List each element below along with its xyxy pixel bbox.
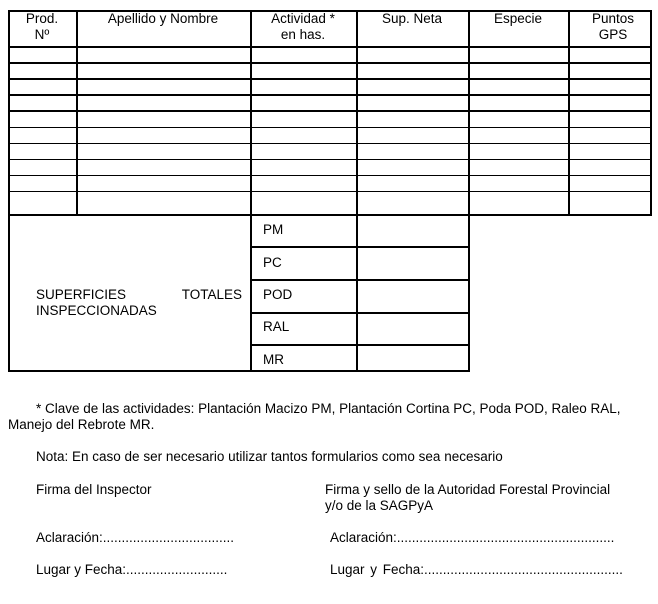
activity-code-pm: PM xyxy=(263,222,284,237)
header-bottom-border xyxy=(8,46,650,48)
table-column-border xyxy=(650,10,652,216)
supneta-right-border xyxy=(468,214,470,372)
totals-left-border xyxy=(8,214,10,372)
table-column-border xyxy=(468,10,470,216)
header-sup-neta: Sup. Neta xyxy=(381,11,443,26)
table-column-border xyxy=(8,10,10,216)
totals-row-border xyxy=(250,279,468,281)
table-row-border xyxy=(8,159,650,161)
header-apellido-nombre: Apellido y Nombre xyxy=(107,11,219,26)
header-actividad: Actividad * en has. xyxy=(271,11,335,42)
totals-row-border xyxy=(250,370,468,372)
table-row-border xyxy=(8,78,650,80)
table-row-border xyxy=(8,62,650,64)
activity-code-pod: POD xyxy=(263,287,293,302)
table-row-border xyxy=(8,110,650,112)
table-row-border xyxy=(8,127,650,129)
table-column-border xyxy=(76,10,78,216)
table-column-border xyxy=(250,10,252,216)
table-column-border xyxy=(568,10,570,216)
activity-right-border xyxy=(356,214,358,372)
activity-code-mr: MR xyxy=(263,352,284,367)
table-row-border xyxy=(8,94,650,96)
authority-signature-label: Firma y sello de la Autoridad Forestal Provincial y/o de la SAGPyA xyxy=(325,482,611,513)
totals-row-border xyxy=(250,344,468,346)
header-prod-no: Prod. Nº xyxy=(25,11,59,42)
inspector-signature-label: Firma del Inspector xyxy=(36,482,152,497)
totals-label: SUPERFICIES TOTALES INSPECCIONADAS xyxy=(36,287,242,318)
table-column-border xyxy=(356,10,358,216)
table-row-border xyxy=(8,175,650,177)
totals-bottom-border xyxy=(8,370,250,372)
authority-place-date-field[interactable]: Lugar y Fecha:..................................................... xyxy=(330,562,623,577)
forms-note: Nota: En caso de ser necesario utilizar tantos formularios como sea necesario xyxy=(36,449,503,464)
table-row-border xyxy=(8,191,650,193)
table-row-border xyxy=(8,143,650,145)
activity-code-pc: PC xyxy=(263,255,282,270)
totals-row-border xyxy=(250,246,468,248)
totals-row-border xyxy=(250,312,468,314)
table-row-border xyxy=(8,214,650,216)
activity-left-border xyxy=(250,214,252,372)
inspector-place-date-field[interactable]: Lugar y Fecha:........................... xyxy=(36,562,228,577)
header-especie: Especie xyxy=(493,11,543,26)
table-top-border xyxy=(8,10,650,12)
activity-code-ral: RAL xyxy=(263,319,290,334)
authority-clarification-field[interactable]: Aclaración:.......................................................... xyxy=(330,530,615,545)
inspector-clarification-field[interactable]: Aclaración:................................... xyxy=(36,530,235,545)
header-puntos-gps: Puntos GPS xyxy=(591,11,635,42)
activity-key-note: * Clave de las actividades: Plantación Macizo PM, Plantación Cortina PC, Poda POD, Raleo RAL, Manejo del Rebrote MR. xyxy=(8,401,621,432)
